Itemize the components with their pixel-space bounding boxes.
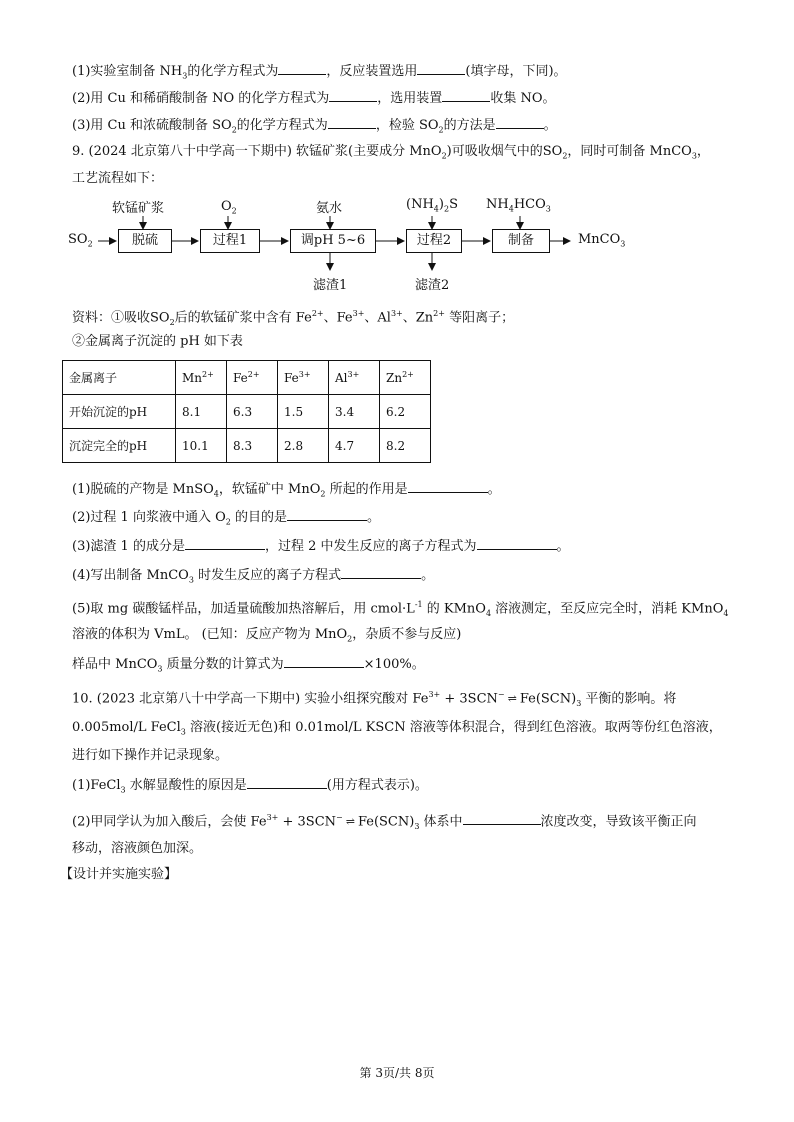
table-cell: 开始沉淀的pH <box>63 395 176 429</box>
table-header-cell: $Mn^{2+}$ <box>176 361 227 395</box>
table-header-cell: 金属离子 <box>63 361 176 395</box>
q9-stem-line-1: 9. (2024 北京第八十中学高一下期中) 软锰矿浆(主要成分 MnO$_2$)可吸收烟气中的$SO_2$，同时可制备 MnCO$_3$， <box>72 144 710 161</box>
table-header-cell: $Al^{3+}$ <box>329 361 380 395</box>
table-cell: 1.5 <box>278 395 329 429</box>
flow-top-label-o2: $O_2$ <box>221 199 237 216</box>
q9-part-5-line-3: 样品中 MnCO$_3$ 质量分数的计算式为 ×100%。 <box>72 657 425 674</box>
flow-input-label: $SO_2$ <box>68 232 93 249</box>
table-cell: 4.7 <box>329 429 380 463</box>
flow-top-label-ammonia: 氨水 <box>316 201 343 216</box>
process-flow-diagram <box>68 192 668 297</box>
table-cell: 8.1 <box>176 395 227 429</box>
flow-top-label-ore-slurry: 软锰矿浆 <box>112 201 165 216</box>
q8-line-3: (3)用 Cu 和浓硫酸制备 $SO_2$的化学方程式为 ，检验 $SO_2$的方法是 。 <box>72 118 557 135</box>
equilibrium-arrow-icon: ⇌ <box>345 814 355 828</box>
flow-top-label-nh4-2s: $(NH_4)_2S$ <box>406 197 458 214</box>
q10-stem-line-3: 进行如下操作并记录现象。 <box>72 748 229 763</box>
flow-box-adjust-ph: 调pH 5~6 <box>290 229 376 253</box>
q9-part-4: (4)写出制备 MnCO$_3$ 时发生反应的离子方程式 。 <box>72 568 435 585</box>
q10-part-2: (2)甲同学认为加入酸后，会使 $Fe^{3+} + 3SCN^-$ ⇌ $Fe(SCN)_3$ 体系中 浓度改变，导致该平衡正向 <box>72 813 697 831</box>
q9-note-1: 资料：①吸收$SO_2$后的软锰矿浆中含有 $Fe^{2+}$、$Fe^{3+}$、$Al^{3+}$、$Zn^{2+}$ 等阳离子； <box>72 309 515 327</box>
q9-part-5-line-1: (5)取 mg 碳酸锰样品，加适量硫酸加热溶解后，用 $cmol\cdot L^{-1}$ 的 KMnO$_4$ 溶液测定，至反应完全时，消耗 KMnO$_4$ <box>72 600 729 618</box>
q10-stem-line-1: 10. (2023 北京第八十中学高一下期中) 实验小组探究酸对 $Fe^{3+} + 3SCN^-$ ⇌ $Fe(SCN)_3$ 平衡的影响。将 <box>72 690 677 708</box>
flow-box-process-2: 过程2 <box>406 229 462 253</box>
table-header-cell: $Fe^{3+}$ <box>278 361 329 395</box>
q10-part-2-line-2: 移动，溶液颜色加深。 <box>72 841 203 856</box>
equilibrium-arrow-icon: ⇌ <box>507 691 517 705</box>
table-cell: 6.3 <box>227 395 278 429</box>
flow-box-desulfurize: 脱硫 <box>118 229 172 253</box>
q9-part-3: (3)滤渣 1 的成分是 ，过程 2 中发生反应的离子方程式为 。 <box>72 539 570 554</box>
q8-line-2: (2)用 Cu 和稀硝酸制备 NO 的化学方程式为 ，选用装置 收集 NO。 <box>72 91 556 106</box>
table-cell: 3.4 <box>329 395 380 429</box>
table-row <box>63 429 431 463</box>
table-cell: 沉淀完全的pH <box>63 429 176 463</box>
q10-part-1: (1)FeCl$_3$ 水解显酸性的原因是 (用方程式表示)。 <box>72 778 428 795</box>
q9-note-2: ②金属离子沉淀的 pH 如下表 <box>72 334 243 349</box>
table-row <box>63 395 431 429</box>
flow-box-process-1: 过程1 <box>200 229 260 253</box>
q8-line-1: (1)实验室制备 $NH_3$的化学方程式为 ，反应装置选用 (填字母，下同)。 <box>72 64 567 81</box>
table-row <box>63 361 431 395</box>
q9-part-5-line-2: 溶液的体积为 VmL。 (已知：反应产物为 MnO$_2$，杂质不参与反应) <box>72 627 462 644</box>
flow-bottom-label-residue-2: 滤渣2 <box>415 278 450 293</box>
q9-part-1: (1)脱硫的产物是 MnSO$_4$，软锰矿中 MnO$_2$ 所起的作用是 。 <box>72 482 501 499</box>
table-header-cell: $Zn^{2+}$ <box>380 361 431 395</box>
flow-box-prepare: 制备 <box>492 229 550 253</box>
table-cell: 10.1 <box>176 429 227 463</box>
q10-stem-line-2: 0.005mol/L FeCl$_3$ 溶液(接近无色)和 0.01mol/L KSCN 溶液等体积混合，得到红色溶液。取两等份红色溶液， <box>72 720 722 737</box>
table-header-cell: $Fe^{2+}$ <box>227 361 278 395</box>
flow-top-label-nh4hco3: $NH_4HCO_3$ <box>486 197 551 214</box>
table-cell: 6.2 <box>380 395 431 429</box>
flow-output-label: MnCO$_3$ <box>578 232 626 249</box>
precipitation-ph-table <box>62 360 431 463</box>
flow-bottom-label-residue-1: 滤渣1 <box>313 278 348 293</box>
section-heading: 【设计并实施实验】 <box>60 867 178 882</box>
table-cell: 2.8 <box>278 429 329 463</box>
table-cell: 8.3 <box>227 429 278 463</box>
table-cell: 8.2 <box>380 429 431 463</box>
q9-stem-line-2: 工艺流程如下： <box>72 171 164 186</box>
page-footer: 第 3页/共 8页 <box>359 1066 435 1080</box>
q9-part-2: (2)过程 1 向浆液中通入 $O_2$ 的目的是 。 <box>72 510 380 527</box>
